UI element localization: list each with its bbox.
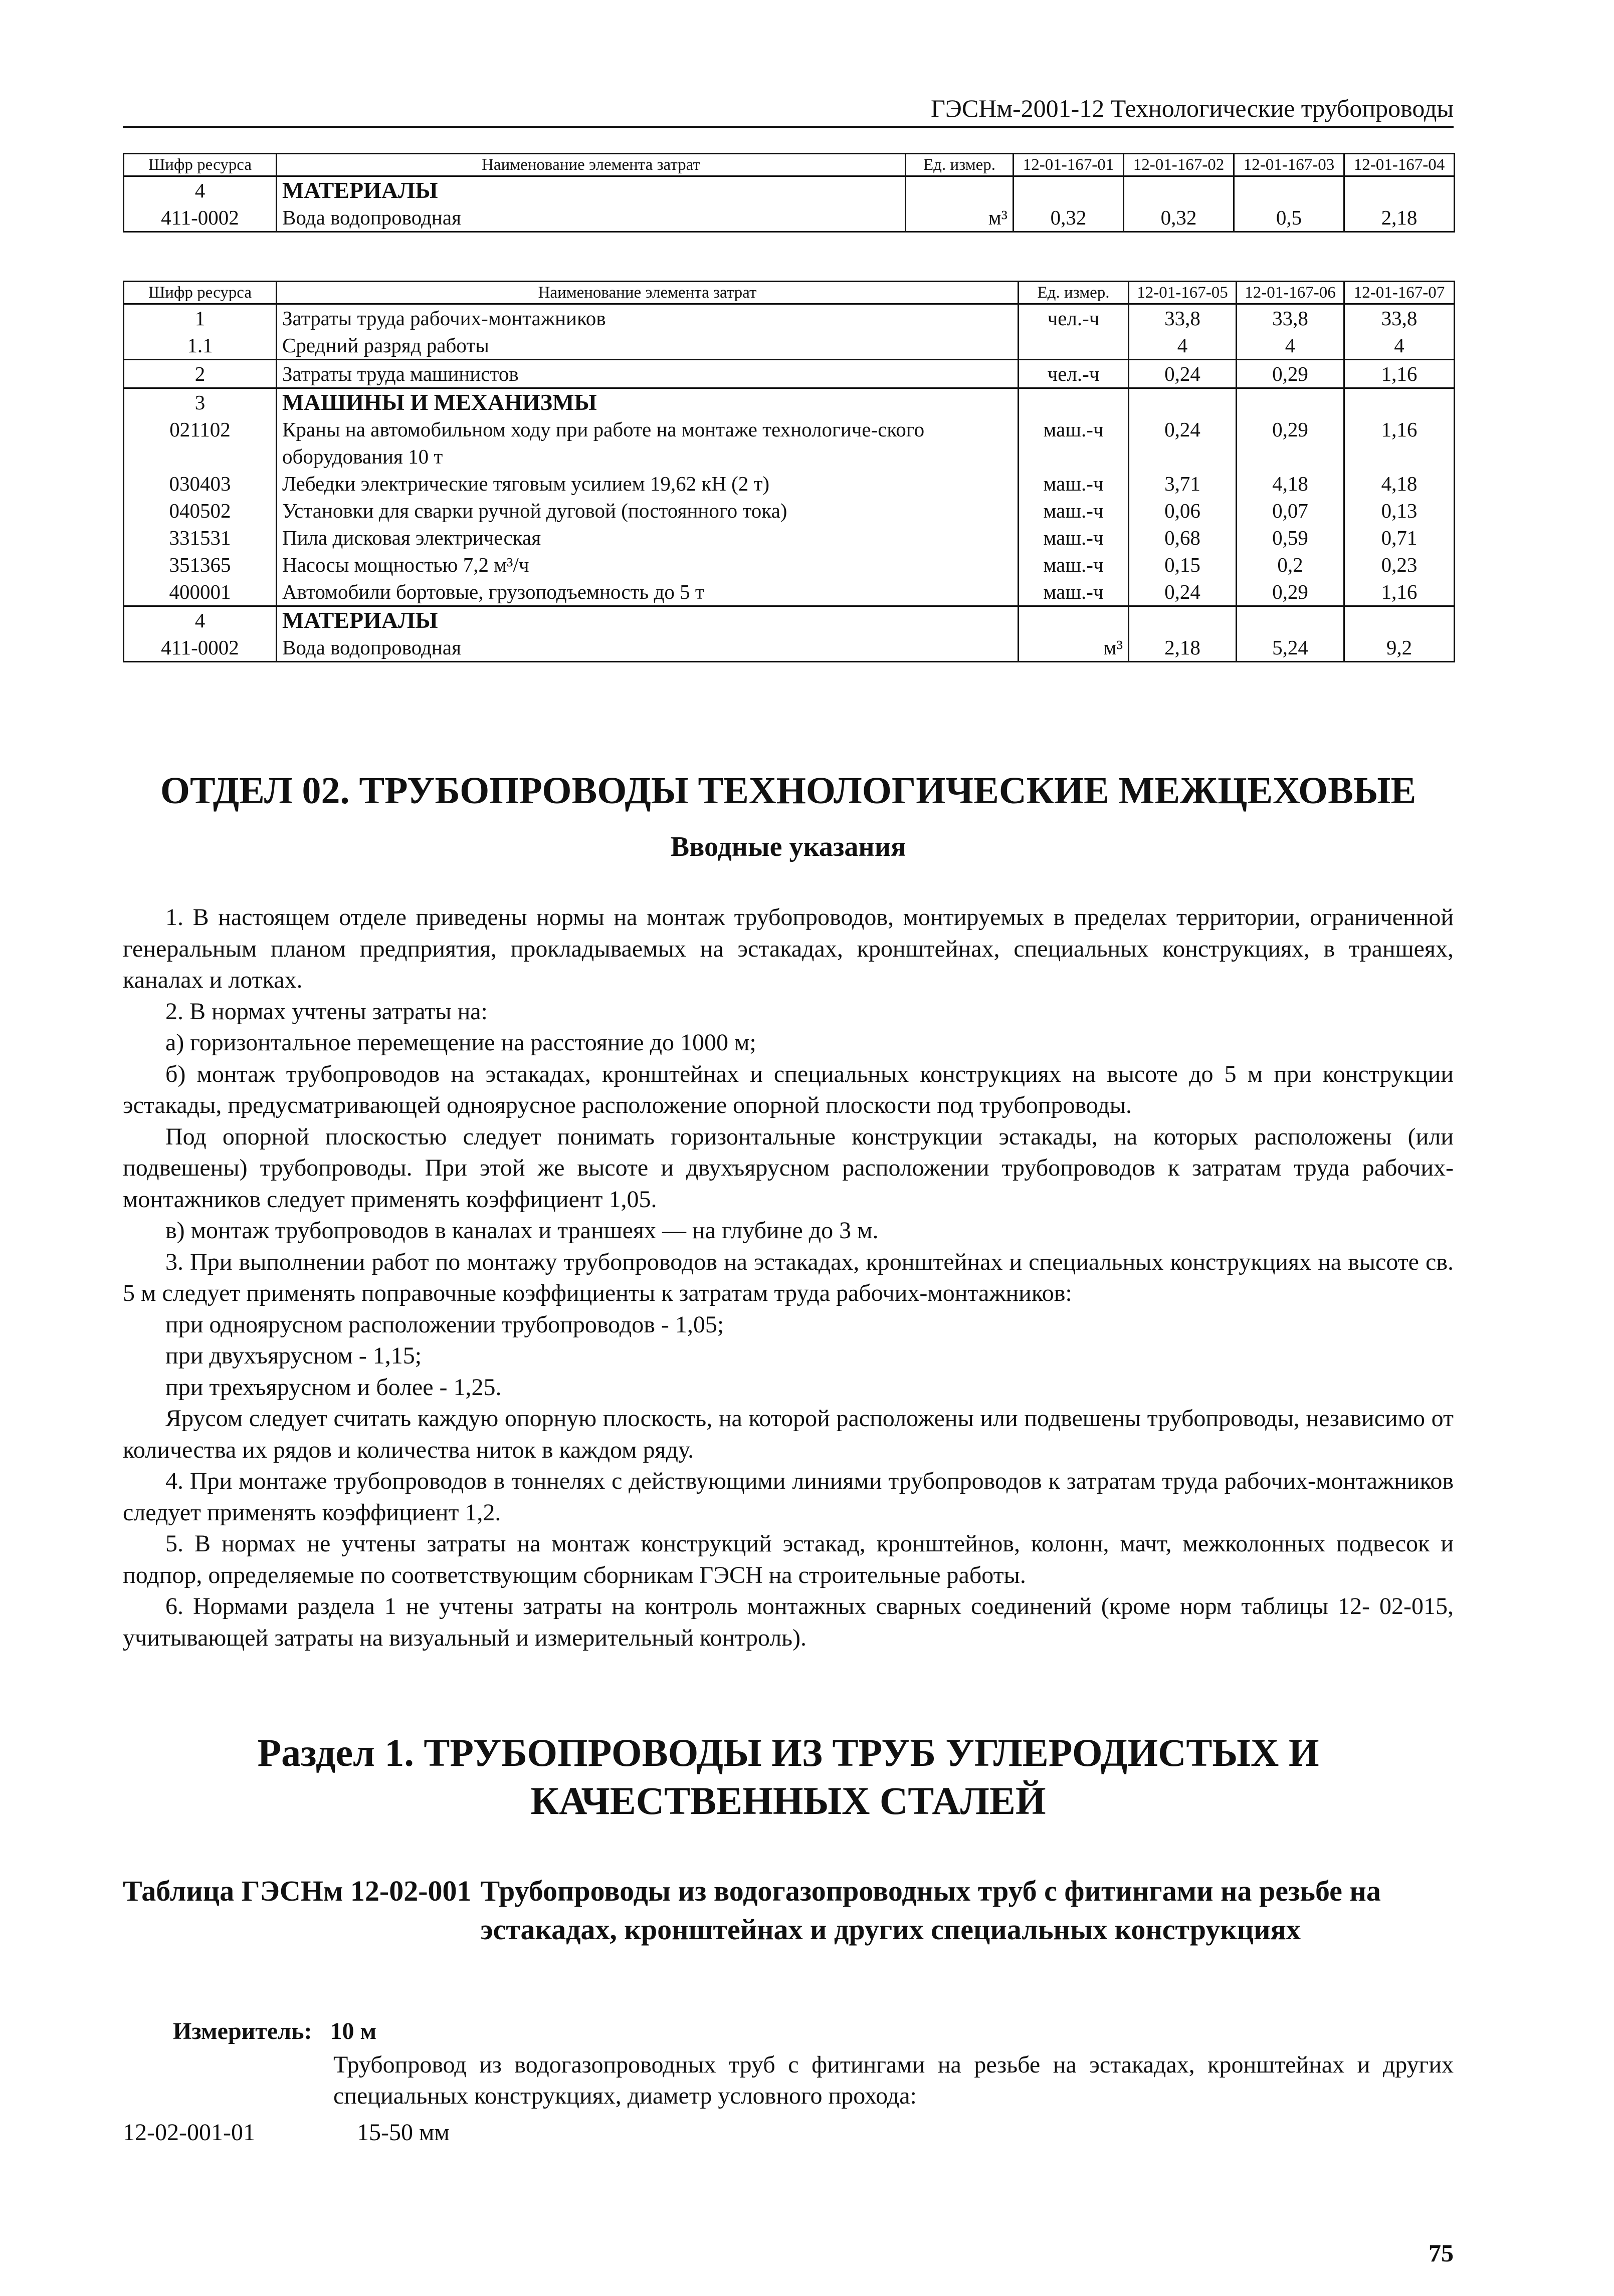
resource-name: Насосы мощностью 7,2 м³/ч xyxy=(277,551,1019,578)
table-row xyxy=(124,416,1455,470)
razdel-title xyxy=(123,1729,1454,1825)
group-title: МАТЕРИАЛЫ xyxy=(277,176,906,204)
resource-name: Вода водопроводная xyxy=(277,204,906,232)
norm-value: 9,2 xyxy=(1344,634,1455,662)
col-norm-header: 12-01-167-06 xyxy=(1237,282,1344,304)
table-row xyxy=(124,578,1455,606)
norm-value: 0,68 xyxy=(1129,524,1237,551)
table-caption-label: Таблица ГЭСНм 12-02-001 xyxy=(123,1875,472,1907)
table-caption xyxy=(123,1872,1454,1949)
resource-name: Затраты труда машинистов xyxy=(277,360,1019,388)
norm-value: 33,8 xyxy=(1129,304,1237,332)
norm-value: 2,18 xyxy=(1129,634,1237,662)
paragraph: в) монтаж трубопроводов в каналах и траншеях — на глубине до 3 м. xyxy=(165,1217,879,1244)
resource-name: Установки для сварки ручной дуговой (постоянного тока) xyxy=(277,497,1019,524)
paragraph: 3. При выполнении работ по монтажу трубопроводов на эстакадах, кронштейнах и специальных конструкциях на высоте св. 5 м следует применять поправочные коэффициенты к затратам труда рабочих-монтажников: xyxy=(123,1248,1454,1306)
norm-value: 2,18 xyxy=(1344,204,1455,232)
col-unit-header: Ед. измер. xyxy=(1019,282,1129,304)
table-row xyxy=(124,332,1455,360)
table-header-row xyxy=(124,282,1455,304)
paragraph: при двухъярусном - 1,15; xyxy=(165,1342,422,1369)
col-code-header: Шифр ресурса xyxy=(124,154,277,176)
norm-value: 0,29 xyxy=(1237,578,1344,606)
intro-text xyxy=(123,902,1454,1654)
norm-value: 0,29 xyxy=(1237,416,1344,470)
resource-unit xyxy=(1019,332,1129,360)
paragraph: б) монтаж трубопроводов на эстакадах, кронштейнах и специальных конструкциях на высоте до 5 м при конструкции эстакады, предусматривающей одноярусное расположение опорной плоскости под трубопроводы. xyxy=(123,1060,1454,1118)
resource-code: 2 xyxy=(124,360,277,388)
resource-code: 1 xyxy=(124,304,277,332)
norm-value: 3,71 xyxy=(1129,470,1237,497)
norm-value: 1,16 xyxy=(1344,416,1455,470)
paragraph: 1. В настоящем отделе приведены нормы на монтаж трубопроводов, монтируемых в пределах территории, ограниченной генеральным планом предприятия, прокладываемых на эстакадах, кронштейнах, специальных конструкциях, в траншеях, каналах и лотках. xyxy=(123,904,1454,993)
resource-unit: маш.-ч xyxy=(1019,578,1129,606)
measure-value: 10 м xyxy=(330,2018,377,2044)
resource-name: Затраты труда рабочих-монтажников xyxy=(277,304,1019,332)
norm-value: 4 xyxy=(1344,332,1455,360)
paragraph: Под опорной плоскостью следует понимать горизонтальные конструкции эстакады, на которых расположены (или подвешены) трубопроводы. При этой же высоте и двухъярусном расположении трубопроводов к затратам труда рабочих-монтажников следует применять коэффициент 1,05. xyxy=(123,1123,1454,1213)
norm-value: 0,71 xyxy=(1344,524,1455,551)
col-norm-header: 12-01-167-02 xyxy=(1124,154,1234,176)
col-norm-header: 12-01-167-05 xyxy=(1129,282,1237,304)
resource-code: 411-0002 xyxy=(124,204,277,232)
resource-code: 030403 xyxy=(124,470,277,497)
norm-value: 0,24 xyxy=(1129,578,1237,606)
resource-code: 040502 xyxy=(124,497,277,524)
intro-title: Вводные указания xyxy=(670,831,906,862)
group-row xyxy=(124,176,1455,204)
norm-value: 0,23 xyxy=(1344,551,1455,578)
resource-unit: м³ xyxy=(1019,634,1129,662)
resource-code: 400001 xyxy=(124,578,277,606)
norm-value: 0,07 xyxy=(1237,497,1344,524)
table-row xyxy=(124,304,1455,332)
resource-code: 411-0002 xyxy=(124,634,277,662)
norm-value: 0,2 xyxy=(1237,551,1344,578)
resource-unit: маш.-ч xyxy=(1019,416,1129,470)
measure-unit xyxy=(173,2016,376,2047)
norm-value: 0,29 xyxy=(1237,360,1344,388)
norm-value: 5,24 xyxy=(1237,634,1344,662)
resource-unit: м³ xyxy=(906,204,1014,232)
measure-label: Измеритель: xyxy=(173,2018,312,2044)
group-title: МАШИНЫ И МЕХАНИЗМЫ xyxy=(277,388,1019,416)
table-row xyxy=(124,524,1455,551)
paragraph: 4. При монтаже трубопроводов в тоннелях с действующими линиями трубопроводов к затратам труда рабочих-монтажников следует применять коэффициент 1,2. xyxy=(123,1468,1454,1526)
paragraph: 2. В нормах учтены затраты на: xyxy=(165,998,488,1025)
resource-code: 1.1 xyxy=(124,332,277,360)
resource-code: 351365 xyxy=(124,551,277,578)
norm-value: 0,5 xyxy=(1234,204,1344,232)
group-code: 4 xyxy=(124,176,277,204)
table-row xyxy=(124,204,1455,232)
norm-value: 0,15 xyxy=(1129,551,1237,578)
group-code: 4 xyxy=(124,606,277,634)
table-header-row xyxy=(124,154,1455,176)
col-norm-header: 12-01-167-01 xyxy=(1014,154,1124,176)
resource-name: Лебедки электрические тяговым усилием 19,62 кН (2 т) xyxy=(277,470,1019,497)
group-code: 3 xyxy=(124,388,277,416)
col-norm-header: 12-01-167-03 xyxy=(1234,154,1344,176)
group-row xyxy=(124,388,1455,416)
page-number: 75 xyxy=(1429,2239,1454,2267)
running-header: ГЭСНм-2001-12 Технологические трубопроводы xyxy=(123,93,1454,128)
norm-value: 0,32 xyxy=(1014,204,1124,232)
norm-value: 33,8 xyxy=(1237,304,1344,332)
razdel-title-line: КАЧЕСТВЕННЫХ СТАЛЕЙ xyxy=(530,1779,1046,1822)
resource-unit: маш.-ч xyxy=(1019,524,1129,551)
pipe-description: Трубопровод из водогазопроводных труб с фитингами на резьбе на эстакадах, кронштейнах и других специальных конструкциях, диаметр условного прохода: xyxy=(333,2051,1454,2109)
paragraph: 6. Нормами раздела 1 не учтены затраты на контроль монтажных сварных соединений (кроме норм таблицы 12- 02-015, учитывающей затраты на визуальный и измерительный контроль). xyxy=(123,1593,1454,1651)
resource-name: Пила дисковая электрическая xyxy=(277,524,1019,551)
resource-unit: маш.-ч xyxy=(1019,497,1129,524)
norm-value: 4 xyxy=(1237,332,1344,360)
norm-code-row xyxy=(123,2117,450,2148)
table-row xyxy=(124,634,1455,662)
resource-unit: маш.-ч xyxy=(1019,551,1129,578)
norm-value: 4 xyxy=(1129,332,1237,360)
norm-value: 1,16 xyxy=(1344,360,1455,388)
resource-unit: маш.-ч xyxy=(1019,470,1129,497)
resource-table-1 xyxy=(123,153,1455,233)
col-norm-header: 12-01-167-07 xyxy=(1344,282,1455,304)
resource-name: Средний разряд работы xyxy=(277,332,1019,360)
group-row xyxy=(124,606,1455,634)
paragraph: 5. В нормах не учтены затраты на монтаж конструкций эстакад, кронштейнов, колонн, мачт, межколонных подвесок и подпор, определяемые по соответствующим сборникам ГЭСН на строительные работы. xyxy=(123,1530,1454,1588)
resource-name: Вода водопроводная xyxy=(277,634,1019,662)
norm-value: 0,24 xyxy=(1129,360,1237,388)
norm-value: 4,18 xyxy=(1344,470,1455,497)
paragraph: при трехъярусном и более - 1,25. xyxy=(165,1373,502,1401)
col-name-header: Наименование элемента затрат xyxy=(277,154,906,176)
group-title: МАТЕРИАЛЫ xyxy=(277,606,1019,634)
paragraph: при одноярусном расположении трубопроводов - 1,05; xyxy=(165,1311,724,1338)
norm-diameter: 15-50 мм xyxy=(357,2119,450,2146)
norm-value: 0,06 xyxy=(1129,497,1237,524)
section-title: ОТДЕЛ 02. ТРУБОПРОВОДЫ ТЕХНОЛОГИЧЕСКИЕ МЕЖЦЕХОВЫЕ xyxy=(160,770,1417,812)
norm-code: 12-02-001-01 xyxy=(123,2119,255,2146)
resource-unit: чел.-ч xyxy=(1019,304,1129,332)
norm-value: 33,8 xyxy=(1344,304,1455,332)
table-row xyxy=(124,497,1455,524)
norm-value: 0,32 xyxy=(1124,204,1234,232)
table-caption-text: Трубопроводы из водогазопроводных труб с фитингами на резьбе на эстакадах, кронштейнах и других специальных конструкциях xyxy=(480,1875,1381,1946)
paragraph: Ярусом следует считать каждую опорную плоскость, на которой расположены или подвешены трубопроводы, независимо от количества их рядов и количества ниток в каждом ряду. xyxy=(123,1405,1454,1463)
table-row xyxy=(124,551,1455,578)
resource-table-2 xyxy=(123,281,1455,662)
resource-name: Краны на автомобильном ходу при работе на монтаже технологиче-ского оборудования 10 т xyxy=(277,416,1019,470)
col-norm-header: 12-01-167-04 xyxy=(1344,154,1455,176)
resource-name: Автомобили бортовые, грузоподъемность до 5 т xyxy=(277,578,1019,606)
norm-value: 0,59 xyxy=(1237,524,1344,551)
norm-value: 0,13 xyxy=(1344,497,1455,524)
norm-value: 4,18 xyxy=(1237,470,1344,497)
col-name-header: Наименование элемента затрат xyxy=(277,282,1019,304)
norm-value: 1,16 xyxy=(1344,578,1455,606)
norm-value: 0,24 xyxy=(1129,416,1237,470)
razdel-title-line: Раздел 1. ТРУБОПРОВОДЫ ИЗ ТРУБ УГЛЕРОДИСТЫХ И xyxy=(257,1731,1319,1774)
table-row xyxy=(124,470,1455,497)
resource-code: 331531 xyxy=(124,524,277,551)
paragraph: а) горизонтальное перемещение на расстояние до 1000 м; xyxy=(165,1029,756,1056)
col-code-header: Шифр ресурса xyxy=(124,282,277,304)
table-row xyxy=(124,360,1455,388)
resource-code: 021102 xyxy=(124,416,277,470)
col-unit-header: Ед. измер. xyxy=(906,154,1014,176)
resource-unit: чел.-ч xyxy=(1019,360,1129,388)
